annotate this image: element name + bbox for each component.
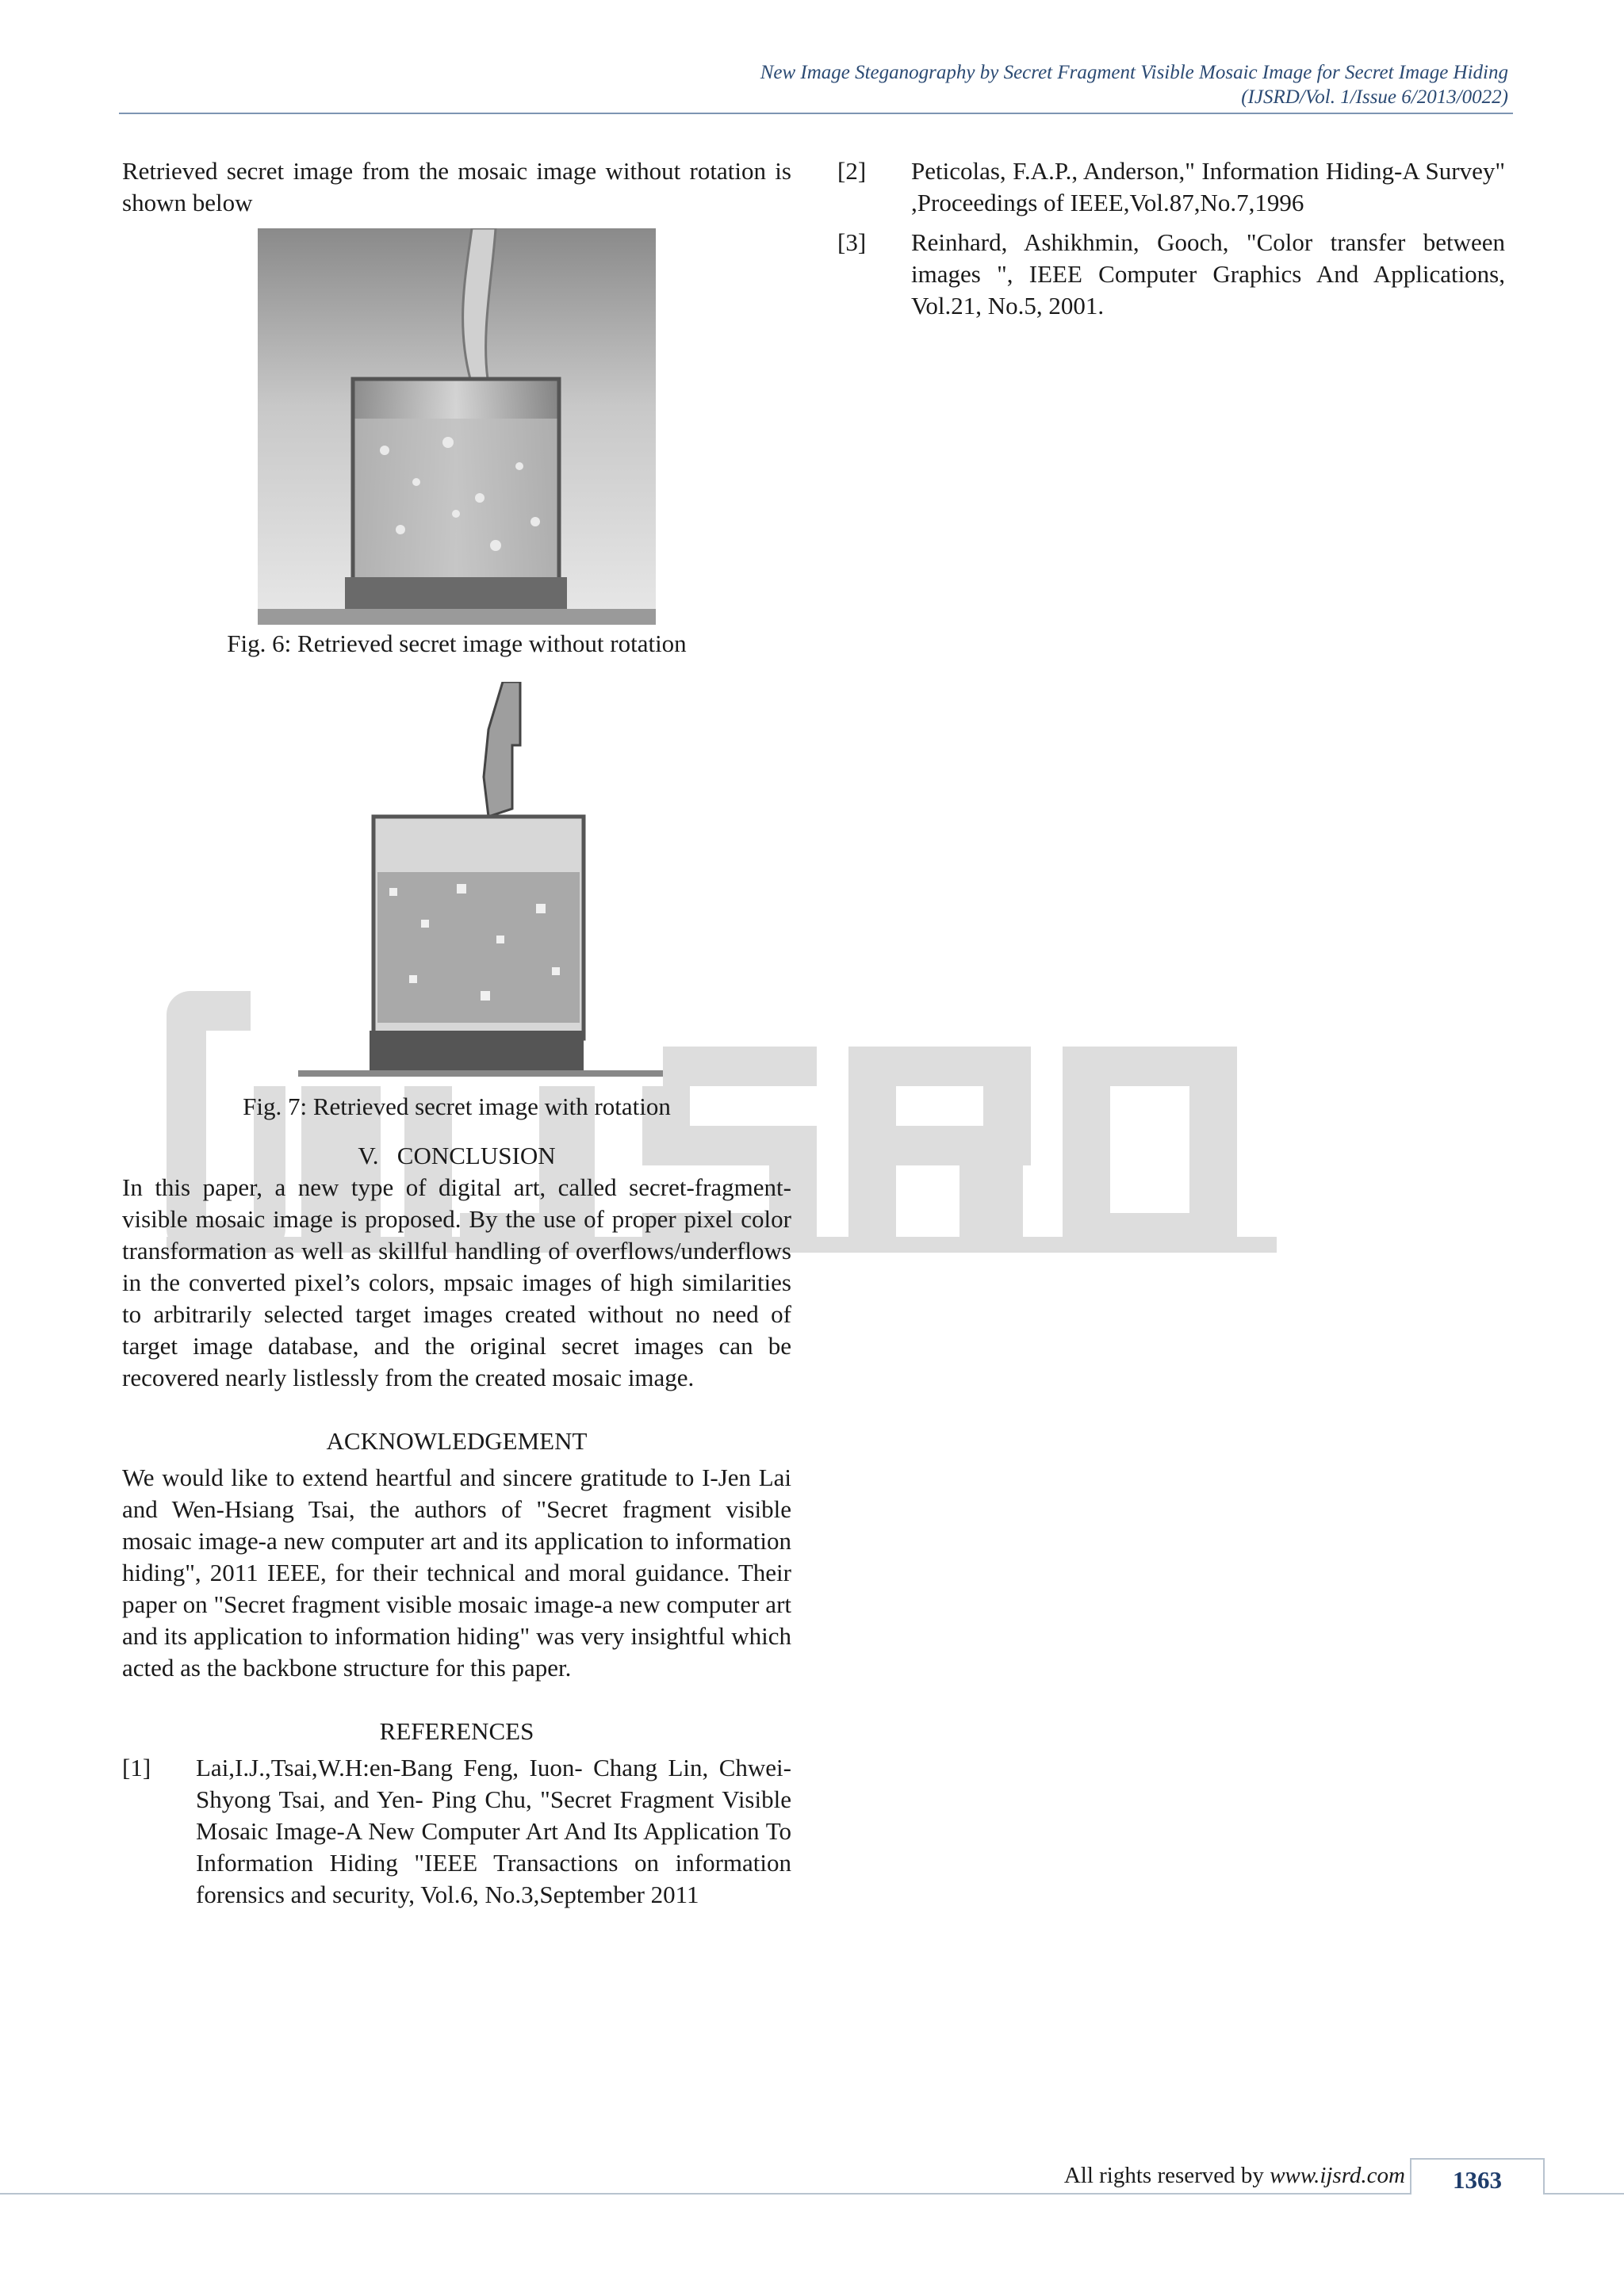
reference-number: [3]	[837, 228, 867, 256]
reference-text: Reinhard, Ashikhmin, Gooch, "Color transfer between images ", IEEE Computer Graphics And Applications, Vol.21, No.5, 2001.	[911, 228, 1505, 320]
right-column	[837, 155, 1505, 322]
conclusion-heading: V. CONCLUSION	[358, 1142, 556, 1169]
intro-paragraph: Retrieved secret image from the mosaic image without rotation is shown below	[122, 157, 791, 216]
reference-item	[837, 227, 1505, 322]
page-footer	[0, 2158, 1624, 2206]
footer-rights	[1064, 2163, 1405, 2189]
left-column	[122, 155, 791, 1911]
fig7-image	[251, 682, 663, 1086]
running-header	[119, 60, 1508, 109]
header-rule	[119, 113, 1513, 114]
reference-item	[122, 1752, 791, 1911]
references-heading: REFERENCES	[379, 1717, 534, 1745]
fig6-caption: Fig. 6: Retrieved secret image without rotation	[227, 629, 687, 657]
acknowledgement-paragraph: We would like to extend heartful and sincere gratitude to I-Jen Lai and Wen-Hsiang Tsai, the authors of "Secret fragment visible mosaic image-a new computer art and its application to information hiding", 2011 IEEE, for their technical and moral guidance. Their paper on "Secret fragment visible mosaic image-a new computer art and its application to information hiding" was very insightful which acted as the backbone structure for this paper.	[122, 1464, 791, 1682]
page-number: 1363	[1410, 2158, 1545, 2195]
header-issue: (IJSRD/Vol. 1/Issue 6/2013/0022)	[1241, 86, 1508, 108]
fig6-image	[258, 228, 656, 625]
header-title: New Image Steganography by Secret Fragment Visible Mosaic Image for Secret Image Hiding	[760, 62, 1508, 83]
reference-number: [2]	[837, 157, 867, 185]
conclusion-paragraph: In this paper, a new type of digital art, called secret-fragment-visible mosaic image is proposed. By the use of proper pixel color transformation as well as skillful handling of overflows/underflows in the converted pixel’s colors, mpsaic images of high similarities to arbitrarily selected target images created without no need of target image database, and the original secret images can be recovered nearly listlessly from the created mosaic image.	[122, 1173, 791, 1391]
reference-item	[837, 155, 1505, 219]
footer-rule	[0, 2193, 1624, 2195]
site-link[interactable]: www.ijsrd.com	[1270, 2163, 1405, 2188]
reference-text: Peticolas, F.A.P., Anderson," Information Hiding-A Survey" ,Proceedings of IEEE,Vol.87,No.7,1996	[911, 157, 1505, 216]
reference-text: Lai,I.J.,Tsai,W.H:en-Bang Feng, Iuon- Chang Lin, Chwei-Shyong Tsai, and Yen- Ping Chu, "Secret Fragment Visible Mosaic Image-A New Computer Art And Its Application To Information Hiding "IEEE Transactions on information forensics and security, Vol.6, No.3,September 2011	[196, 1754, 791, 1908]
fig7-caption: Fig. 7: Retrieved secret image with rotation	[243, 1093, 671, 1120]
rights-text: All rights reserved by	[1063, 2163, 1264, 2188]
acknowledgement-heading: ACKNOWLEDGEMENT	[326, 1427, 588, 1455]
reference-number: [1]	[122, 1754, 151, 1781]
